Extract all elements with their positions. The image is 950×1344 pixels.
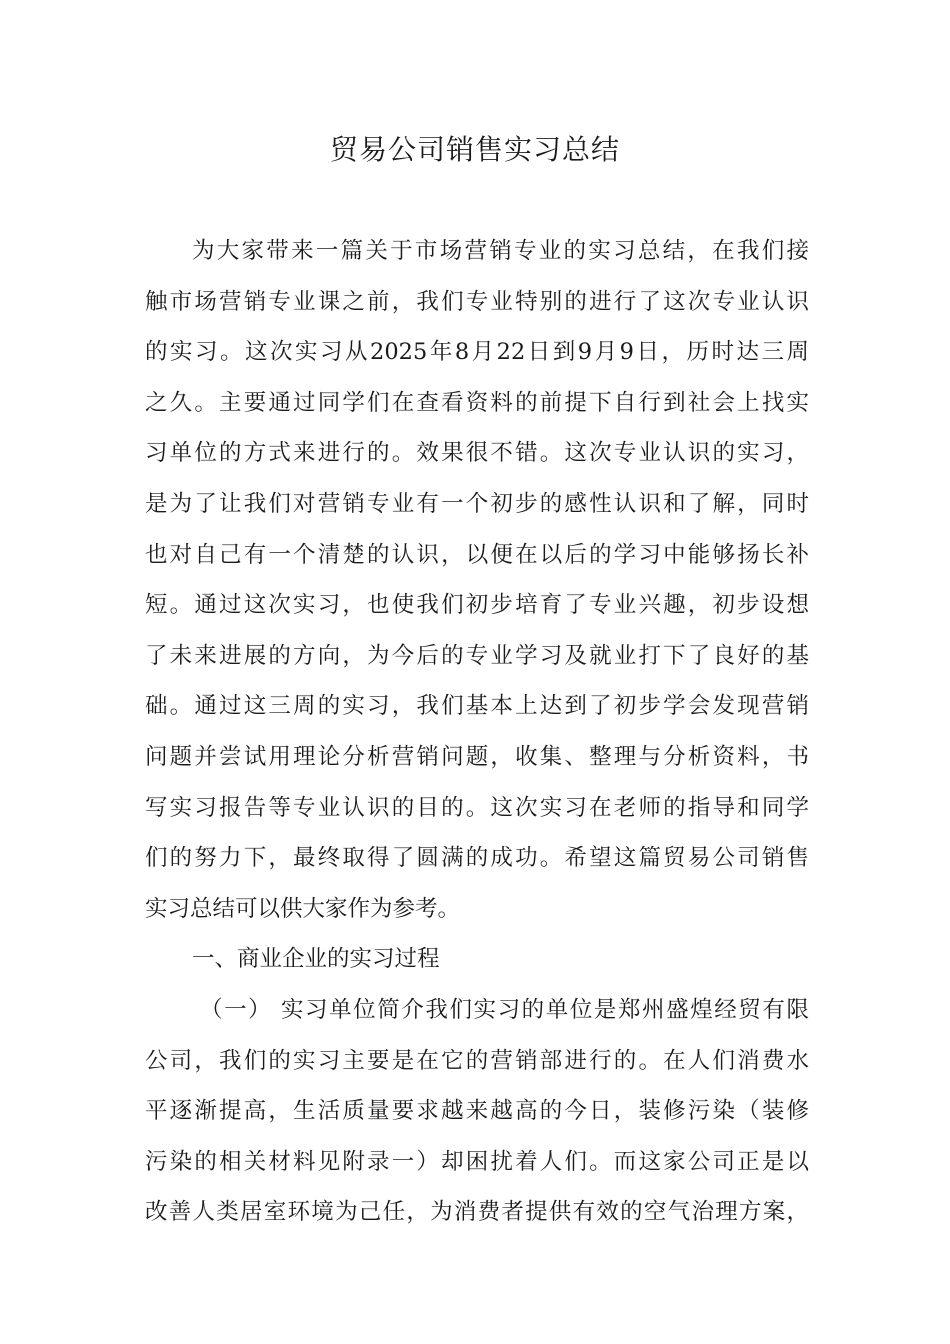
text-line: 习单位的方式来进行的。效果很不错。这次专业认识的实习， [145,440,809,467]
text-line: 之久。主要通过同学们在查看资料的前提下自行到社会上找实 [145,389,809,416]
text-line: 础。通过这三周的实习，我们基本上达到了初步学会发现营销 [145,693,809,720]
text-line: 们的努力下，最终取得了圆满的成功。希望这篇贸易公司销售 [145,845,809,872]
document-title: 贸易公司销售实习总结 [329,133,620,166]
text-line: （一） 实习单位简介我们实习的单位是郑州盛煌经贸有限 [200,996,809,1023]
text-line: 公司，我们的实习主要是在它的营销部进行的。在人们消费水 [145,1047,809,1074]
text-line: 为大家带来一篇关于市场营销专业的实习总结，在我们接 [192,238,809,264]
section-heading: 一、商业企业的实习过程 [192,946,440,973]
text-line: 问题并尝试用理论分析营销问题，收集、整理与分析资料，书 [145,743,809,770]
intro-paragraph [145,226,809,934]
text-line: 实习总结可以供大家作为参考。 [145,895,461,922]
text-line: 触市场营销专业课之前，我们专业特别的进行了这次专业认识 [145,288,809,315]
text-line: 平逐渐提高，生活质量要求越来越高的今日，装修污染（装修 [145,1098,809,1125]
text-line: 写实习报告等专业认识的目的。这次实习在老师的指导和同学 [145,794,809,821]
text-line: 改善人类居室环境为己任，为消费者提供有效的空气治理方案， [145,1199,809,1226]
document-body [145,226,809,1238]
section-heading-paragraph [145,934,809,985]
subsection-paragraph [145,985,809,1238]
text-line: 了未来进展的方向，为今后的专业学习及就业打下了良好的基 [145,642,809,669]
text-line: 也对自己有一个清楚的认识，以便在以后的学习中能够扬长补 [145,541,809,568]
text-line: 是为了让我们对营销专业有一个初步的感性认识和了解，同时 [145,490,809,517]
text-line: 的实习。这次实习从2025年8月22日到9月9日，历时达三周 [145,339,809,366]
text-line: 污染的相关材料见附录一）却困扰着人们。而这家公司正是以 [145,1148,809,1175]
text-line: 短。通过这次实习，也使我们初步培育了专业兴趣，初步设想 [145,592,809,619]
